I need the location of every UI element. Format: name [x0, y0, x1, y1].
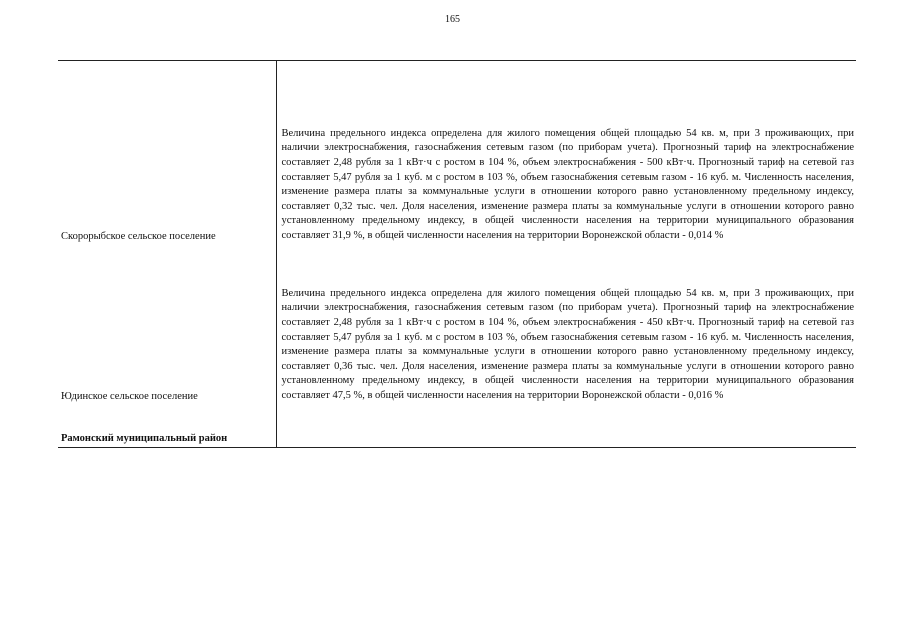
table-row	[58, 61, 856, 245]
region-row	[58, 405, 856, 448]
settlement-index-table	[58, 60, 856, 448]
settlement-name: Скорорыбское сельское поселение	[58, 61, 276, 245]
table-row	[58, 245, 856, 405]
page-number: 165	[445, 14, 460, 25]
region-name: Рамонский муниципальный район	[58, 405, 276, 448]
settlement-description: Величина предельного индекса определена для жилого помещения общей площадью 54 кв. м, при 3 проживающих, при наличии электроснабжения, газоснабжения сетевым газом (по приборам учета). Прогнозный тариф на электроснабжение составляет 2,48 рубля за 1 кВт·ч с ростом в 104 %, объем электроснабжения - 450 кВт·ч. Прогнозный тариф на сетевой газ составляет 5,47 рубля за 1 куб. м с ростом в 103 %, объем газоснабжения сетевым газом - 16 куб. м. Численность населения, изменение размера платы за коммунальные услуги в отношении которого равно установленному предельному индексу, составляет 0,36 тыс. чел. Доля населения, изменение размера платы за коммунальные услуги в отношении которого равно установленному предельному индексу, в общей численности населения на территории муниципального образования составляет 47,5 %, в общей численности населения на территории Воронежской области - 0,016 %	[281, 287, 854, 401]
settlement-description: Величина предельного индекса определена для жилого помещения общей площадью 54 кв. м, при 3 проживающих, при наличии электроснабжения, газоснабжения сетевым газом (по приборам учета). Прогнозный тариф на электроснабжение составляет 2,48 рубля за 1 кВт·ч с ростом в 104 %, объем электроснабжения - 500 кВт·ч. Прогнозный тариф на сетевой газ составляет 5,47 рубля за 1 куб. м с ростом в 103 %, объем газоснабжения сетевым газом - 16 куб. м. Численность населения, изменение размера платы за коммунальные услуги в отношении которого равно установленному предельному индексу, составляет 0,32 тыс. чел. Доля населения, изменение размера платы за коммунальные услуги в отношении которого равно установленному предельному индексу, в общей численности населения на территории муниципального образования составляет 31,9 %, в общей численности населения на территории Воронежской области - 0,014 %	[276, 61, 856, 245]
region-description-empty	[276, 405, 856, 448]
settlement-name: Юдинское сельское поселение	[58, 245, 276, 405]
